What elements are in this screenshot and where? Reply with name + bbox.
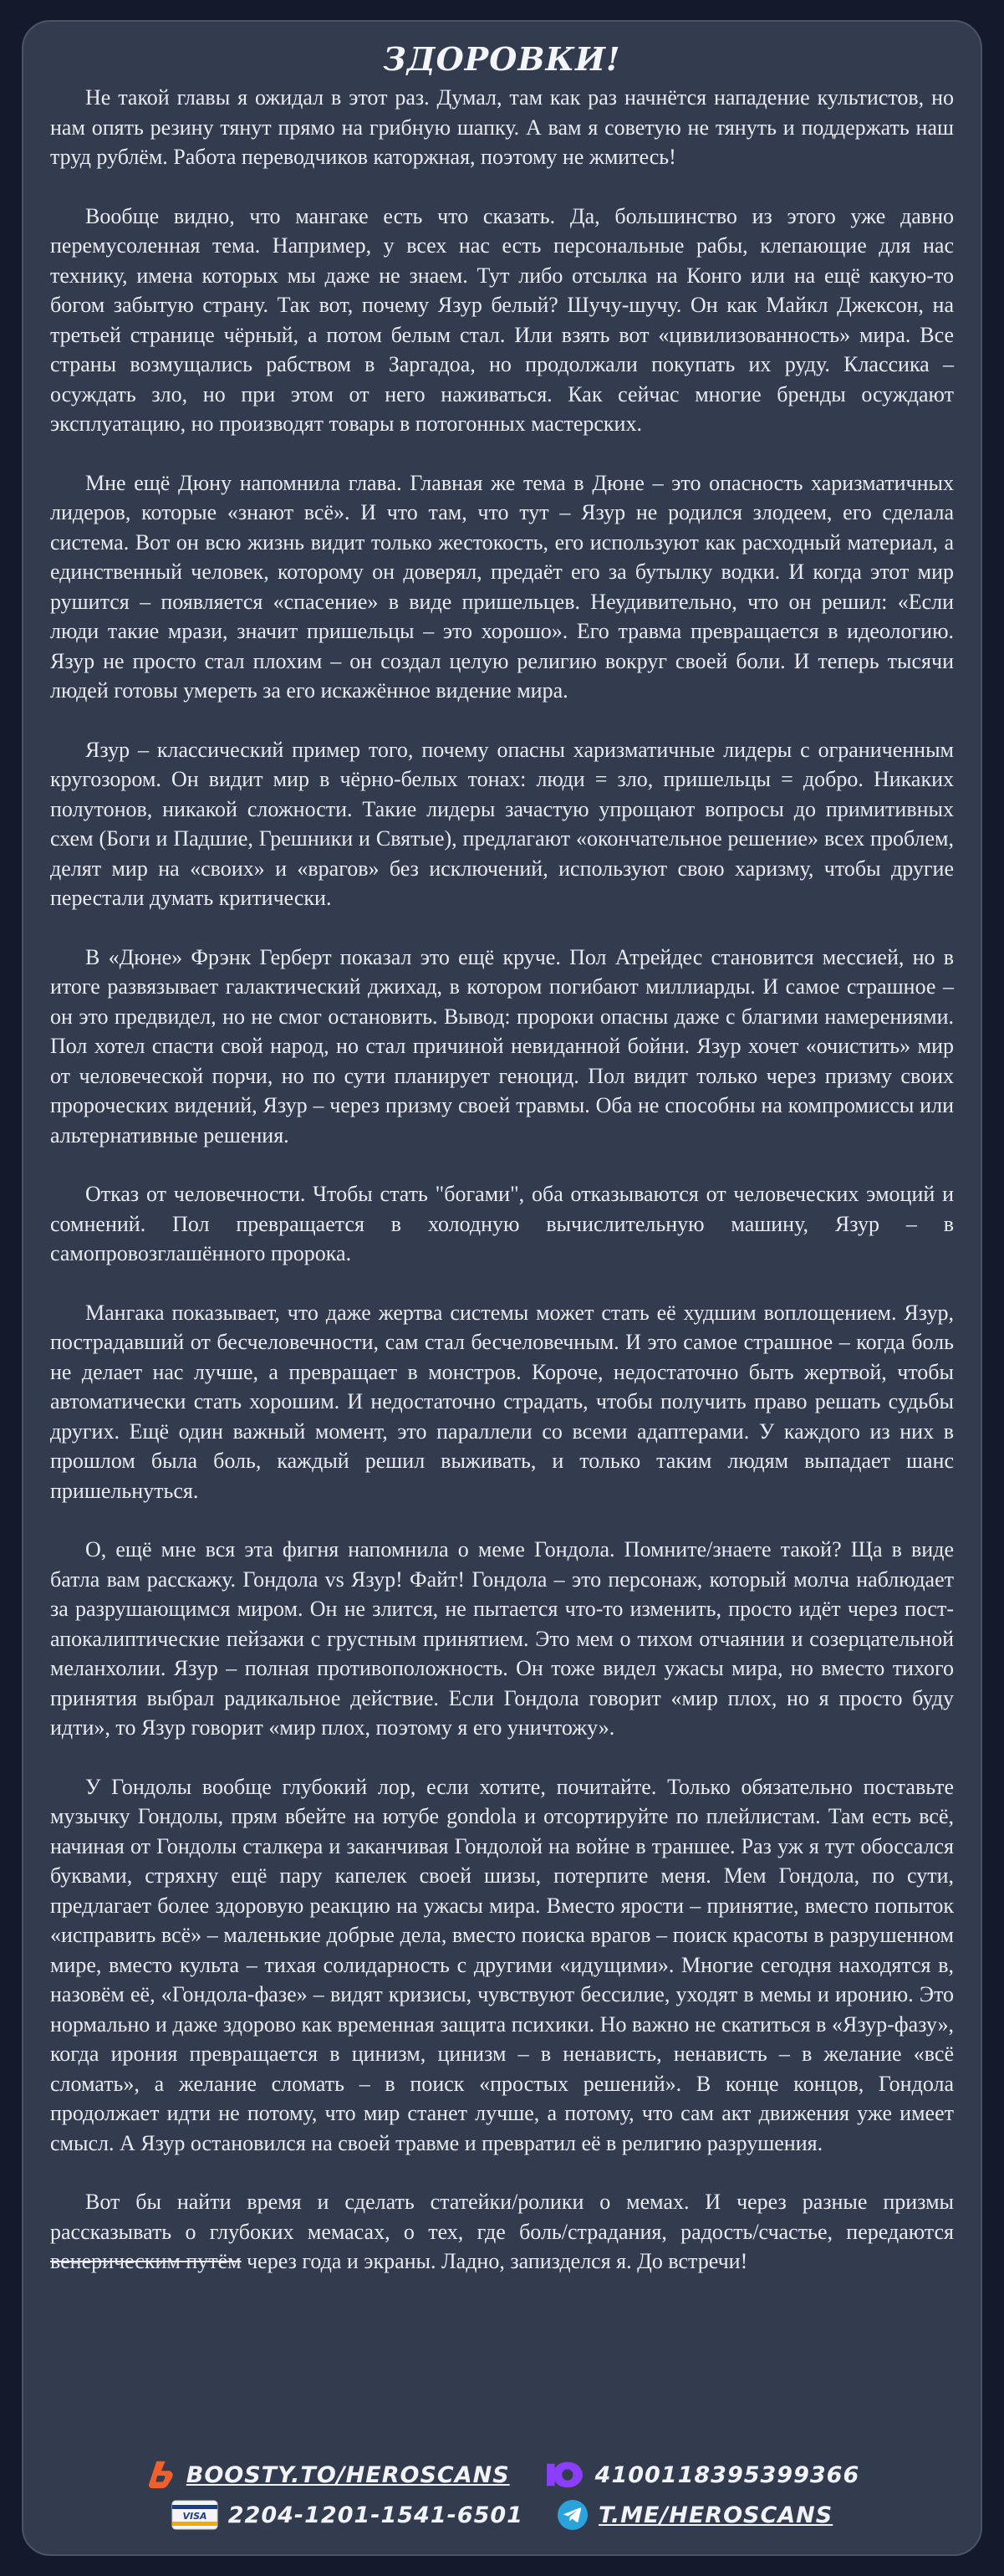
- telegram-link[interactable]: [557, 2499, 833, 2531]
- yoomoney-icon: [543, 2459, 585, 2491]
- card-number-label: 2204-1201-1541-6501: [227, 2502, 523, 2528]
- boosty-link[interactable]: [145, 2459, 510, 2491]
- boosty-label: BOOSTY.TO/HEROSCANS: [186, 2461, 510, 2488]
- support-links: [23, 2459, 981, 2531]
- paragraph-5: В «Дюне» Фрэнк Герберт показал это ещё круче. Пол Атрейдес становится мессией, но в итоге развязывает галактический джихад, в котором погибают миллиарды. И самое страшное – он это предвидел, но не смог остановить. Вывод: пророки опасны даже с благими намерениями. Пол хотел спасти свой народ, но стал причиной невиданной бойни. Язур хочет «очистить» мир от человеческой порчи, но по сути планирует геноцид. Пол видит только через призму своих пророческих видений, Язур – через призму своей травмы. Оба не способны на компромиссы или альтернативные решения.: [50, 944, 954, 1147]
- visa-card-text: VISA: [182, 2511, 207, 2522]
- support-row-2: [171, 2499, 833, 2531]
- paragraph-6: Отказ от человечности. Чтобы стать "богами", оба отказываются от человеческих эмоций и сомнений. Пол превращается в холодную вычислительную машину, Язур – в самопровозглашённого пророка.: [50, 1182, 954, 1265]
- paragraph-4: Язур – классический пример того, почему опасны харизматичные лидеры с ограниченным кругозором. Он видит мир в чёрно-белых тонах: люди = зло, пришельцы = добро. Никаких полутонов, никакой сложности. Такие лидеры зачастую упрощают вопросы до примитивных схем (Боги и Падшие, Грешники и Святые), предлагают «окончательное решение» всех проблем, делят мир на «своих» и «врагов» без исключений, используют свою харизму, чтобы другие перестали думать критически.: [50, 737, 954, 910]
- page-title: ЗДОРОВКИ!: [383, 40, 621, 78]
- telegram-icon: [557, 2499, 589, 2531]
- paragraph-8: О, ещё мне вся эта фигня напомнила о меме Гондола. Помните/знаете такой? Ща в виде батла вам расскажу. Гондола vs Язур! Файт! Гондола – это персонаж, который молча наблюдает за разрушающимся миром. Он не злится, не пытается что-то изменить, просто идёт через пост-апокалиптические пейзажи с грустным принятием. Это мем о тихом отчаянии и созерцательной меланхолии. Язур – полная противоположность. Он тоже видел ужасы мира, но вместо тихого принятия выбрал радикальное действие. Если Гондола говорит «мир плох, но я просто буду идти», то Язур говорит «мир плох, поэтому я его уничтожу».: [50, 1537, 954, 1740]
- strikethrough-text: венерическим путём: [50, 2249, 242, 2273]
- visa-card-stripe-top: [172, 2505, 217, 2509]
- support-row-1: [145, 2459, 860, 2491]
- yoomoney-link[interactable]: [543, 2459, 860, 2491]
- paragraph-1: Не такой главы я ожидал в этот раз. Думал, там как раз начнётся нападение культистов, но нам опять резину тянут прямо на грибную шапку. А вам я советую не тянуть и поддержать наш труд рублём. Работа переводчиков каторжная, поэтому не жмитесь!: [50, 85, 954, 169]
- yoomoney-label: 4100118395399366: [594, 2461, 860, 2488]
- paragraph-10-end: через года и экраны. Ладно, запизделся я. До встречи!: [241, 2249, 748, 2273]
- paragraph-10-start: Вот бы найти время и сделать статейки/ролики о мемах. И через разные призмы рассказывать о глубоких мемасах, о тех, где боль/страдания, радость/счастье, передаются: [50, 2190, 954, 2244]
- boosty-icon-shape: [149, 2461, 173, 2488]
- paragraph-7: Мангака показывает, что даже жертва системы может стать её худшим воплощением. Язур, пострадавший от бесчеловечности, сам стал бесчеловечным. И это самое страшное – когда боль не делает нас лучше, а превращает в монстров. Короче, недостаточно быть жертвой, чтобы автоматически стать хорошим. И недостаточно страдать, чтобы получить право решать судьбы других. Ещё один важный момент, это параллели со всеми адаптерами. У каждого из них в прошлом была боль, каждый решил выживать, и только таким людям выпадает шанс пришельнуться.: [50, 1300, 954, 1503]
- card-number[interactable]: [171, 2500, 523, 2530]
- visa-card-icon: [171, 2500, 218, 2530]
- boosty-icon: [145, 2459, 176, 2491]
- visa-card-stripe-bottom: [172, 2522, 217, 2526]
- paragraph-3: Мне ещё Дюну напомнила глава. Главная же тема в Дюне – это опасность харизматичных лидеров, которые «знают всё». И что там, что тут – Язур не родился злодеем, его сделала система. Вот он всю жизнь видит только жестокость, его используют как расходный материал, а единственный человек, которому он доверял, предаёт его за бутылку водки. И когда этот мир рушится – появляется «спасение» в виде пришельцев. Неудивительно, что он решил: «Если люди такие мрази, значит пришельцы – это хорошо». Его травма превращается в идеологию. Язур не просто стал плохим – он создал целую религию вокруг своей боли. И теперь тысячи людей готовы умереть за его искажённое видение мира.: [50, 470, 954, 703]
- paragraph-9: У Гондолы вообще глубокий лор, если хотите, почитайте. Только обязательно поставьте музычку Гондолы, прям вбейте на ютубе gondola и отсортируйте по плейлистам. Там есть всё, начиная от Гондолы сталкера и заканчивая Гондолой на войне в траншее. Раз уж я тут обоссался буквами, стряхну ещё пару капелек своей шизы, потерпите меня. Мем Гондола, по сути, предлагает более здоровую реакцию на ужасы мира. Вместо ярости – принятие, вместо попыток «исправить всё» – маленькие добрые дела, вместо поиска врагов – поиск красоты в разрушенном мире, вместо культа – тихая солидарность с другими «идущими». Многие сегодня находятся в, назовём её, «Гондола-фазе» – видят кризисы, чувствуют бессилие, уходят в мемы и иронию. Это нормально и даже здорово как временная защита психики. Но важно не скатиться в «Язур-фазу», когда ирония превращается в цинизм, цинизм – в ненависть, ненависть – в желание «всё сломать», а желание сломать – в поиск «простых решений». В конце концов, Гондола продолжает идти не потому, что мир станет лучше, а потому, что сам акт движения уже имеет смысл. А Язур остановился на своей травме и превратил её в религию разрушения.: [50, 1774, 954, 2155]
- paragraph-10: [50, 2187, 954, 2277]
- telegram-label: T.ME/HEROSCANS: [598, 2502, 833, 2528]
- paragraph-2: Вообще видно, что мангаке есть что сказать. Да, большинство из этого уже давно перемусоленная тема. Например, у всех нас есть персональные рабы, клепающие для нас технику, имена которых мы даже не знаем. Тут либо отсылка на Конго или на ещё какую-то богом забытую страну. Так вот, почему Язур белый? Шучу-шучу. Он как Майкл Джексон, на третьей странице чёрный, а потом белым стал. Или взять вот «цивилизованность» мира. Все страны возмущались рабством в Заргадоа, но продолжали покупать их руду. Классика – осуждать зло, но при этом от него наживаться. Как сейчас многие бренды осуждают эксплуатацию, но производят товары в потогонных мастерских.: [50, 203, 954, 436]
- article-body: [50, 83, 954, 2277]
- yoomoney-icon-hole: [562, 2469, 573, 2480]
- notes-card: [22, 20, 982, 2556]
